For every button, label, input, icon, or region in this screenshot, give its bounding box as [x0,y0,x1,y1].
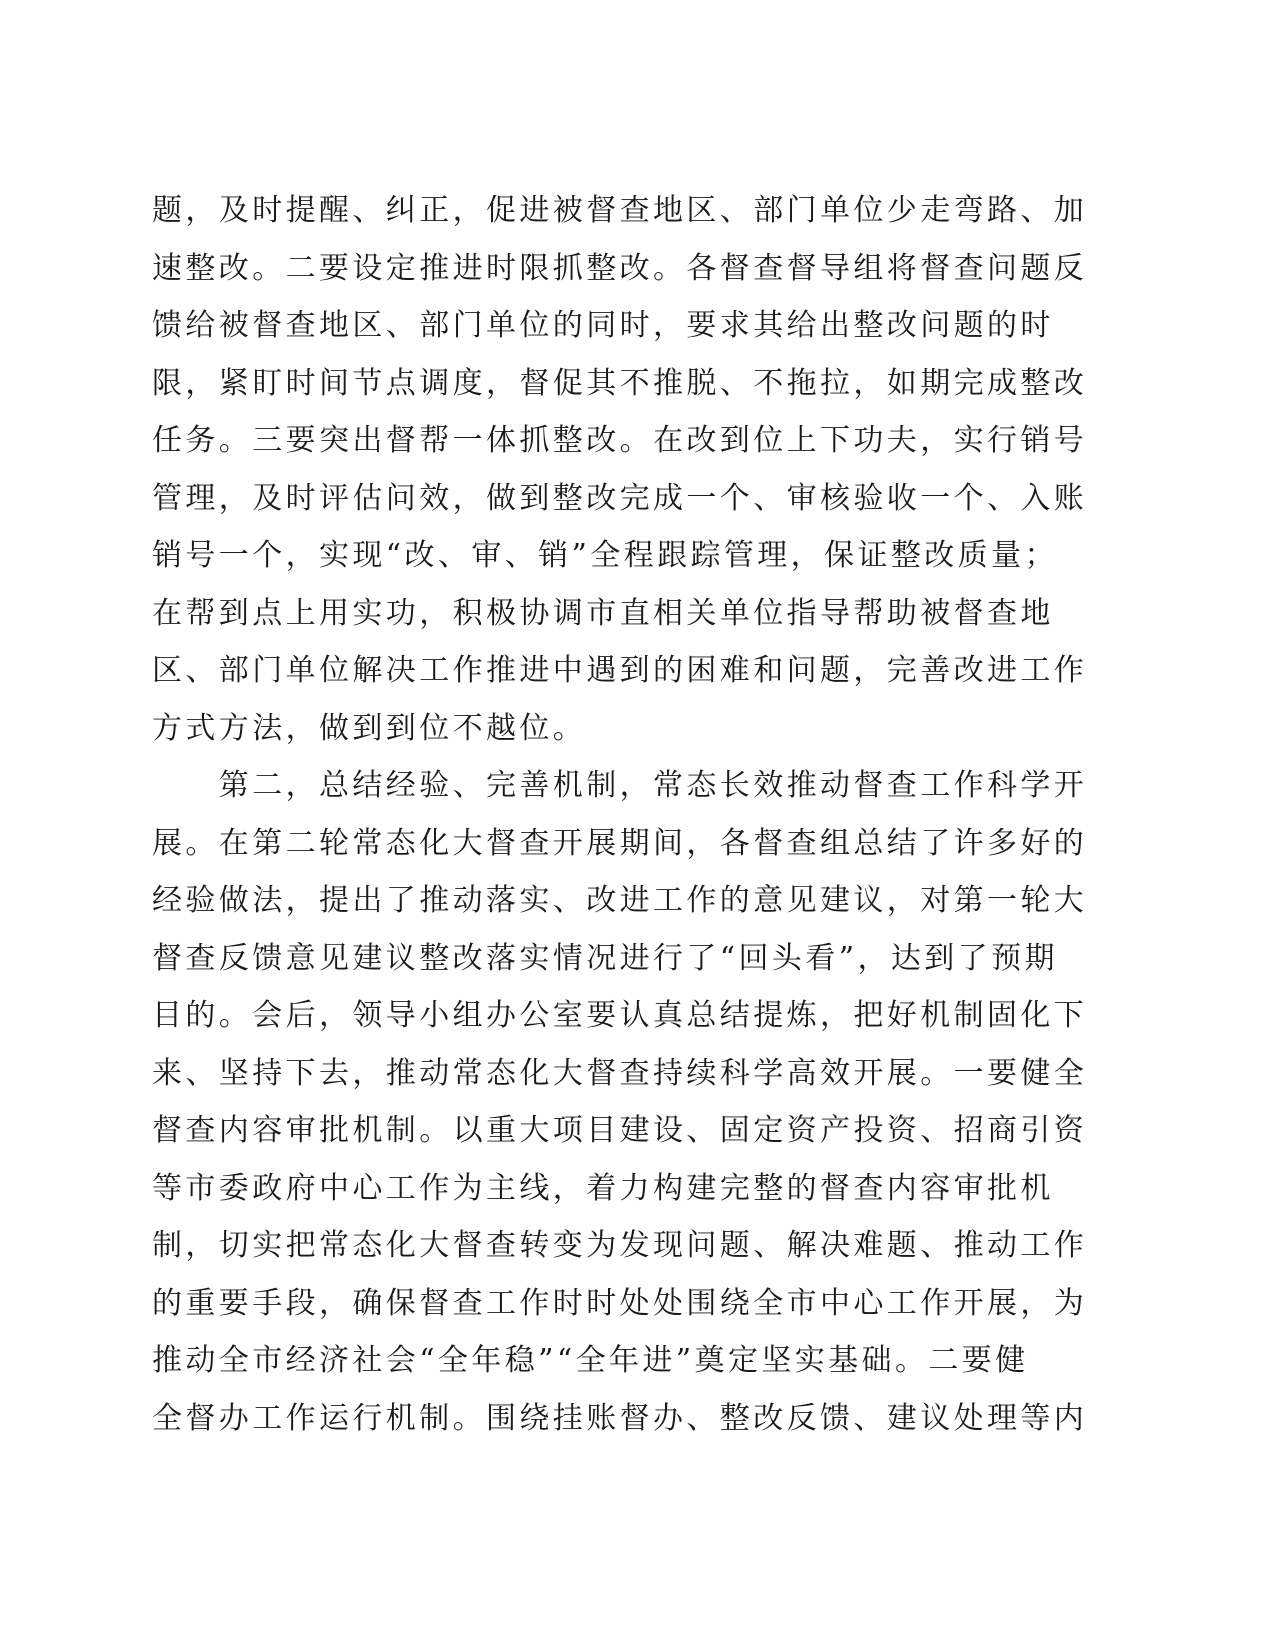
text-line: 推动全市经济社会“全年稳”“全年进”奠定坚实基础。二要健 [152,1343,1029,1378]
body-text [152,182,1092,1447]
text-line: 题，及时提醒、纠正，促进被督查地区、部门单位少走弯路、加 [152,193,1088,228]
text-line: 来、坚持下去，推动常态化大督查持续科学高效开展。一要健全 [152,1055,1088,1091]
text-line: 在帮到点上用实功，积极协调市直相关单位指导帮助被督查地 [152,595,1054,631]
text-line: 任务。三要突出督帮一体抓整改。在改到位上下功夫，实行销号 [152,423,1088,458]
text-line: 限，紧盯时间节点调度，督促其不推脱、不拖拉，如期完成整改 [152,365,1088,401]
text-line: 区、部门单位解决工作推进中遇到的困难和问题，完善改进工作 [152,653,1088,688]
text-line: 经验做法，提出了推动落实、改进工作的意见建议，对第一轮大 [152,883,1088,918]
text-line: 方式方法，做到到位不越位。 [152,710,587,746]
text-line: 展。在第二轮常态化大督查开展期间，各督查组总结了许多好的 [152,825,1088,861]
text-line: 全督办工作运行机制。围绕挂账督办、整改反馈、建议处理等内 [152,1400,1088,1436]
text-line: 制，切实把常态化大督查转变为发现问题、解决难题、推动工作 [152,1228,1088,1263]
text-line: 督查内容审批机制。以重大项目建设、固定资产投资、招商引资 [152,1113,1088,1148]
text-line: 速整改。二要设定推进时限抓整改。各督查督导组将督查问题反 [152,250,1088,286]
text-line: 目的。会后，领导小组办公室要认真总结提炼，把好机制固化下 [152,998,1088,1033]
text-line: 第二，总结经验、完善机制，常态长效推动督查工作科学开 [152,768,1088,803]
text-line: 销号一个，实现“改、审、销”全程跟踪管理，保证整改质量； [152,538,1058,573]
text-line: 馈给被督查地区、部门单位的同时，要求其给出整改问题的时 [152,308,1054,343]
text-line: 督查反馈意见建议整改落实情况进行了“回头看”，达到了预期 [152,940,1058,976]
text-line: 的重要手段，确保督查工作时时处处围绕全市中心工作开展，为 [152,1285,1088,1321]
text-line: 管理，及时评估问效，做到整改完成一个、审核验收一个、入账 [152,480,1088,516]
text-line: 等市委政府中心工作为主线，着力构建完整的督查内容审批机 [152,1170,1054,1206]
